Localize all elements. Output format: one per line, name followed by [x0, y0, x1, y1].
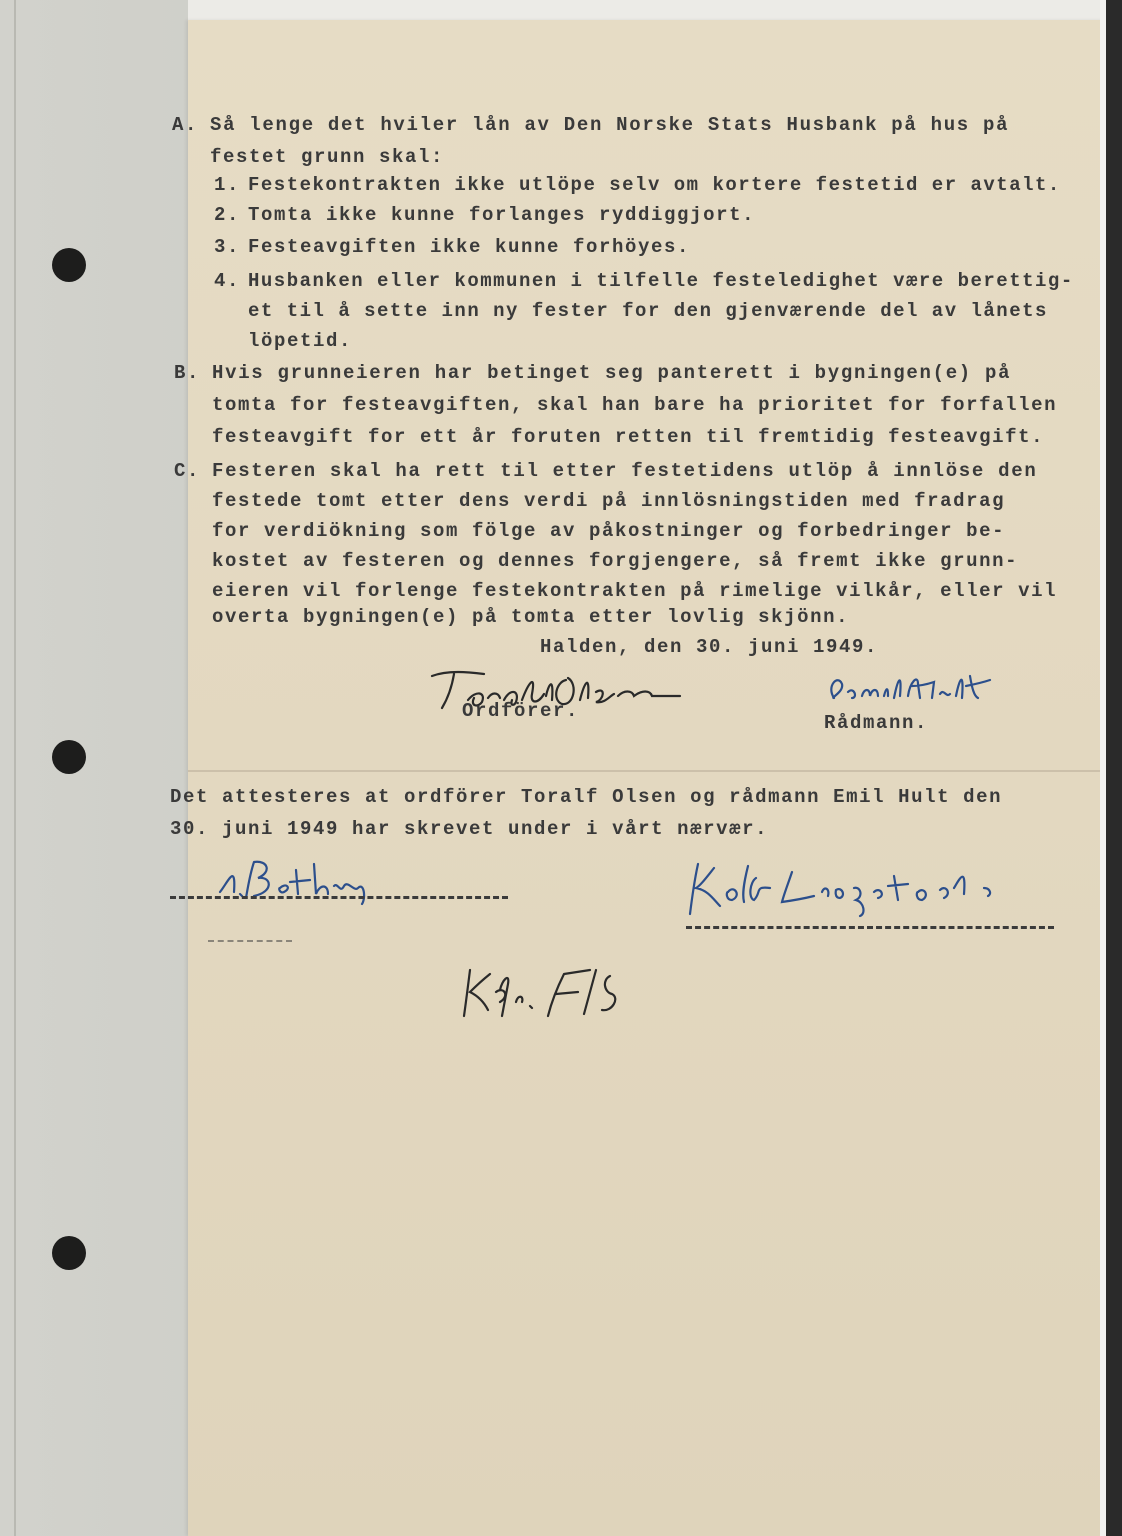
- para-c-line-2: festede tomt etter dens verdi på innlösningstiden med fradrag: [212, 490, 1006, 512]
- signature-witness-right: [684, 858, 1024, 918]
- para-b-line-1: Hvis grunneieren har betinget seg panterett i bygningen(e) på: [212, 362, 1012, 384]
- signature-line-right: [686, 926, 1054, 929]
- sheet-fold: [188, 770, 1106, 772]
- punch-hole-bottom: [52, 1236, 86, 1270]
- title-ordforer: Ordförer.: [462, 700, 580, 722]
- item-1-text: Festekontrakten ikke utlöpe selv om kortere festetid er avtalt.: [248, 174, 1061, 196]
- para-b-line-2: tomta for festeavgiften, skal han bare ha prioritet for forfallen: [212, 394, 1058, 416]
- item-2-text: Tomta ikke kunne forlanges ryddiggjort.: [248, 204, 756, 226]
- backing-sheet-edge: [14, 0, 16, 1536]
- item-4-number: 4.: [214, 270, 241, 292]
- punch-hole-top: [52, 248, 86, 282]
- item-4-text: Husbanken eller kommunen i tilfelle festeledighet være berettig-: [248, 270, 1074, 292]
- place-date: Halden, den 30. juni 1949.: [540, 636, 879, 658]
- para-c-line-1: Festeren skal ha rett til etter festetidens utlöp å innlöse den: [212, 460, 1038, 482]
- top-band: [188, 0, 1100, 20]
- signature-line-left: [170, 896, 508, 899]
- right-edge-dark: [1106, 0, 1122, 1536]
- item-4-continuation-2: löpetid.: [248, 330, 353, 352]
- item-3-number: 3.: [214, 236, 241, 258]
- punch-hole-middle: [52, 740, 86, 774]
- para-a-marker: A.: [172, 114, 199, 136]
- attestation-line-2: 30. juni 1949 har skrevet under i vårt nærvær.: [170, 818, 769, 840]
- signature-emil-hult: [824, 668, 1004, 716]
- para-c-line-3: for verdiökning som fölge av påkostninger og forbedringer be-: [212, 520, 1006, 542]
- para-c-marker: C.: [174, 460, 201, 482]
- para-a-line-1: Så lenge det hviler lån av Den Norske Stats Husbank på hus på: [210, 114, 1010, 136]
- para-c-line-5: eieren vil forlenge festekontrakten på rimelige vilkår, eller vil: [212, 580, 1058, 602]
- para-b-marker: B.: [174, 362, 201, 384]
- handwritten-annotation: [460, 962, 640, 1022]
- para-a-line-2: festet grunn skal:: [210, 146, 445, 168]
- item-3-text: Festeavgiften ikke kunne forhöyes.: [248, 236, 691, 258]
- item-4-continuation-1: et til å sette inn ny fester for den gjenværende del av lånets: [248, 300, 1048, 322]
- item-2-number: 2.: [214, 204, 241, 226]
- attestation-line-1: Det attesteres at ordförer Toralf Olsen og rådmann Emil Hult den: [170, 786, 1003, 808]
- faint-line: [208, 940, 292, 942]
- title-radmann: Rådmann.: [824, 712, 929, 734]
- item-1-number: 1.: [214, 174, 241, 196]
- para-c-line-4: kostet av festeren og dennes forgjengere, så fremt ikke grunn-: [212, 550, 1019, 572]
- para-b-line-3: festeavgift for ett år foruten retten til fremtidig festeavgift.: [212, 426, 1045, 448]
- signature-witness-left: [214, 852, 384, 908]
- para-c-line-6: overta bygningen(e) på tomta etter lovlig skjönn.: [212, 606, 850, 628]
